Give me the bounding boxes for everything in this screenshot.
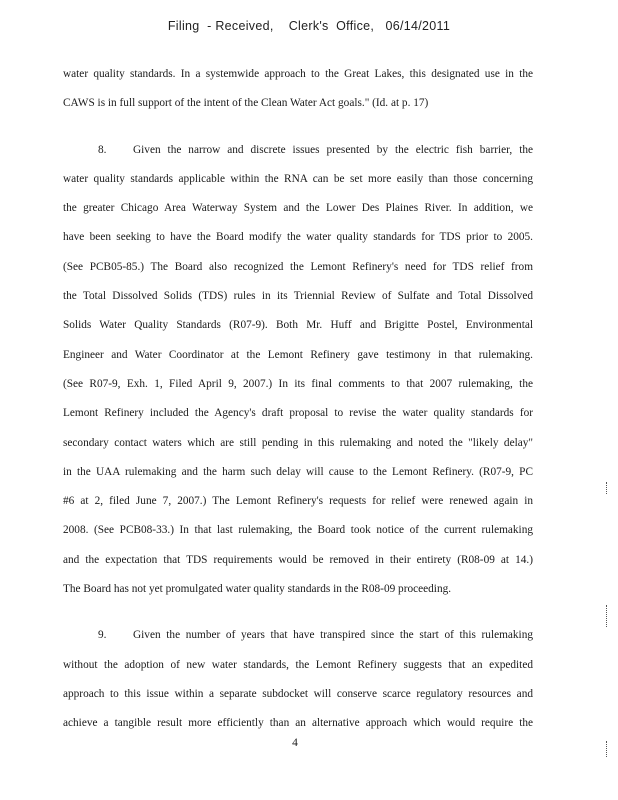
paragraph-8-line: The Board has not yet promulgated water quality standards in the R08-09 proceeding. — [63, 583, 452, 596]
scan-artifact-mark — [606, 605, 608, 627]
paragraph-8-line: secondary contact waters which are still pending in this rulemaking and noted the "likely delay" — [63, 436, 533, 449]
carryover-line: CAWS is in full support of the intent of the Clean Water Act goals." (Id. at p. 17) — [63, 97, 429, 110]
paragraph-9-lead-text: Given the number of years that have transpired since the start of this rulemaking — [133, 629, 533, 642]
paragraph-9-number: 9. — [98, 629, 107, 642]
paragraph-8-number: 8. — [98, 143, 107, 156]
scan-artifact-mark — [606, 741, 608, 757]
paragraph-8-line: have been seeking to have the Board modify the water quality standards for TDS prior to 2005. — [63, 231, 533, 244]
paragraph-9-first-line — [63, 625, 533, 654]
paragraph-9-line: approach to this issue within a separate subdocket will conserve scarce regulatory resources and — [63, 687, 533, 700]
paragraph-8-line: #6 at 2, filed June 7, 2007.) The Lemont Refinery's requests for relief were renewed again in — [63, 495, 533, 508]
paragraph-8-line: and the expectation that TDS requirements would be removed in their entirety (R08-09 at 14.) — [63, 553, 533, 566]
paragraph-8-line: the Total Dissolved Solids (TDS) rules in its Triennial Review of Sulfate and Total Dissolved — [63, 290, 533, 303]
paragraph-8-line: water quality standards applicable within the RNA can be set more easily than those concerning — [63, 172, 533, 185]
paragraph-9-line: achieve a tangible result more efficiently than an alternative approach which would require the — [63, 717, 533, 730]
paragraph-8-line: (See R07-9, Exh. 1, Filed April 9, 2007.) In its final comments to that 2007 rulemaking, the — [63, 377, 533, 390]
paragraph-8-line: (See PCB05-85.) The Board also recognized the Lemont Refinery's need for TDS relief from — [63, 260, 533, 273]
paragraph-8-line: Engineer and Water Coordinator at the Lemont Refinery gave testimony in that rulemaking. — [63, 348, 533, 361]
paragraph-8-line: 2008. (See PCB08-33.) In that last rulemaking, the Board took notice of the current rulemaking — [63, 524, 533, 537]
paragraph-8-line: in the UAA rulemaking and the harm such delay will cause to the Lemont Refinery. (R07-9, PC — [63, 465, 533, 478]
paragraph-9-line: without the adoption of new water standards, the Lemont Refinery suggests that an expedited — [63, 658, 533, 671]
paragraph-8-line: Solids Water Quality Standards (R07-9). Both Mr. Huff and Brigitte Postel, Environmental — [63, 319, 533, 332]
page-number: 4 — [292, 737, 298, 749]
document-body — [63, 64, 533, 743]
paragraph-8-line: Lemont Refinery included the Agency's draft proposal to revise the water quality standards for — [63, 407, 533, 420]
carryover-line: water quality standards. In a systemwide approach to the Great Lakes, this designated use in the — [63, 68, 533, 80]
paragraph-8-line: the greater Chicago Area Waterway System and the Lower Des Plaines River. In addition, we — [63, 202, 533, 215]
paragraph-8-lead-text: Given the narrow and discrete issues presented by the electric fish barrier, the — [133, 143, 533, 156]
paragraph-8-first-line — [63, 140, 533, 169]
scan-artifact-mark — [606, 482, 608, 494]
filing-stamp-header: Filing - Received, Clerk's Office, 06/14/2011 — [167, 19, 451, 33]
